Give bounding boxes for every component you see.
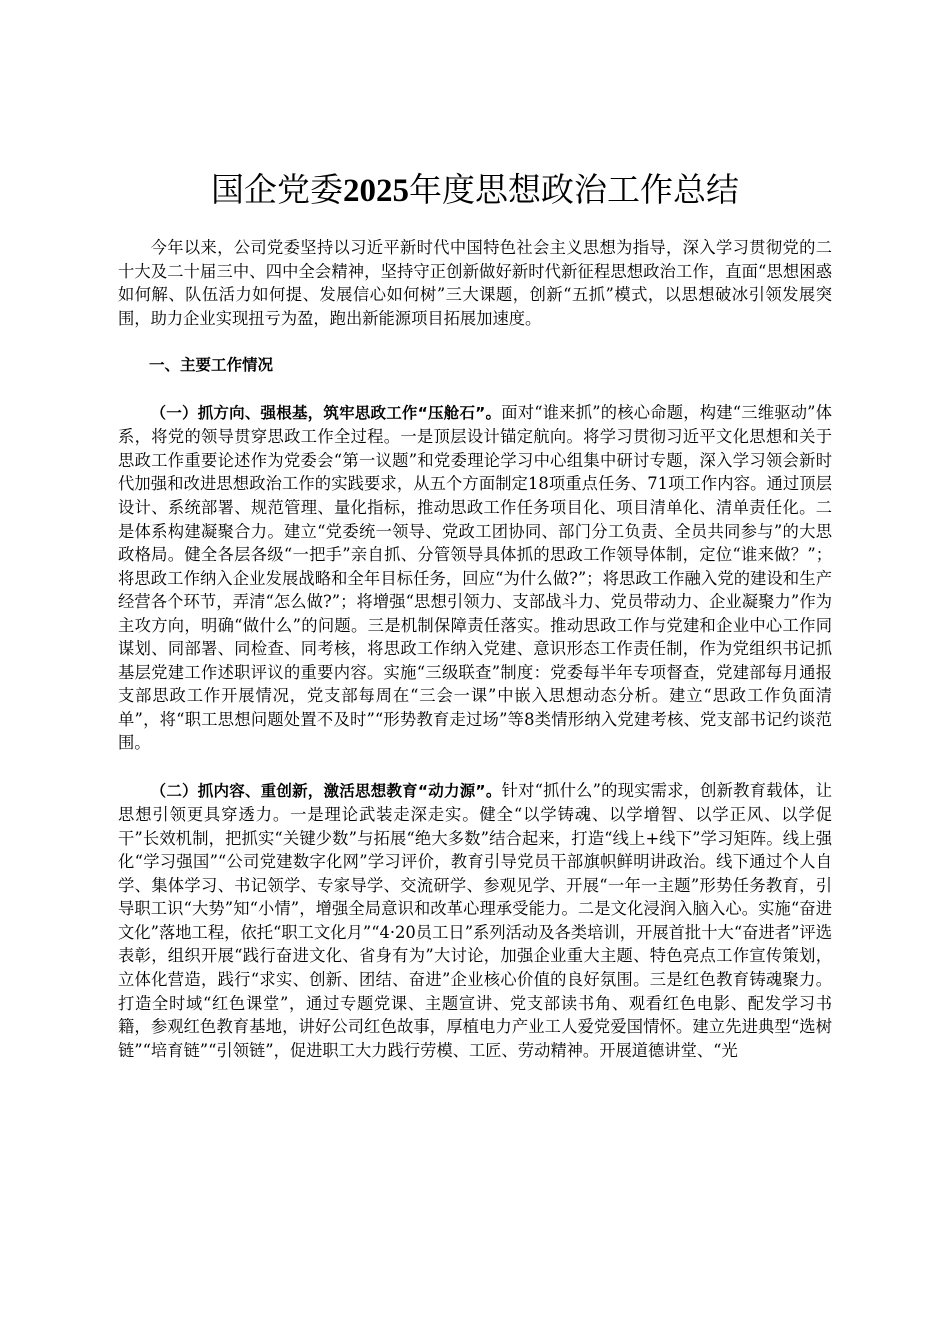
section-1-paragraph [118,401,832,755]
section-2-paragraph [118,779,832,1063]
intro-paragraph: 今年以来，公司党委坚持以习近平新时代中国特色社会主义思想为指导，深入学习贯彻党的二十大及二十届三中、四中全会精神，坚持守正创新做好新时代新征程思想政治工作，直面“思想困惑如何解、队伍活力如何提、发展信心如何树”三大课题，创新“五抓”模式，以思想破冰引领发展突围，助力企业实现扭亏为盈，跑出新能源项目拓展加速度。 [118,238,832,328]
title-prefix: 国企党委 [211,170,343,209]
title-year: 2025 [343,173,409,209]
section-2-body: 针对“抓什么”的现实需求，创新教育载体，让思想引领更具穿透力。一是理论武装走深走实。健全“以学铸魂、以学增智、以学正风、以学促干”长效机制，把抓实“关键少数”与拓展“绝大多数”结合起来，打造“线上+线下”学习矩阵。线上强化“学习强国”“公司党建数字化网”学习评价，教育引导党员干部旗帜鲜明讲政治。线下通过个人自学、集体学习、书记领学、专家导学、交流研学、参观见学、开展“一年一主题”形势任务教育，引导职工识“大势”知“小情”，增强全局意识和改革心理承受能力。二是文化浸润入脑入心。实施“奋进文化”落地工程，依托“职工文化月”“4·20员工日”系列活动及各类培训，开展首批十大“奋进者”评选表彰，组织开展“践行奋进文化、省身有为”大讨论，加强企业重大主题、特色亮点工作宣传策划，立体化营造，践行“求实、创新、团结、奋进”企业核心价值的良好氛围。三是红色教育铸魂聚力。打造全时域“红色课堂”，通过专题党课、主题宣讲、党支部读书角、观看红色电影、配发学习书籍，参观红色教育基地，讲好公司红色故事，厚植电力产业工人爱党爱国情怀。建立先进典型“选树链”“培育链”“引领链”，促进职工大力践行劳模、工匠、劳动精神。开展道德讲堂、“光 [118,780,832,1060]
document-body [118,236,832,1062]
section-2-lead: （二）抓内容、重创新，激活思想教育“动力源”。 [150,781,502,800]
title-suffix: 年度思想政治工作总结 [409,170,739,209]
document-title [0,166,950,215]
section-heading: 一、主要工作情况 [149,355,274,374]
section-1-body: 面对“谁来抓”的核心命题，构建“三维驱动”体系，将党的领导贯穿思政工作全过程。一是顶层设计锚定航向。将学习贯彻习近平文化思想和关于思政工作重要论述作为党委会“第一议题”和党委理论学习中心组集中研讨专题，深入学习领会新时代加强和改进思想政治工作的实践要求，从五个方面制定18项重点任务、71项工作内容。通过顶层设计、系统部署、规范管理、量化指标，推动思政工作任务项目化、项目清单化、清单责任化。二是体系构建凝聚合力。建立“党委统一领导、党政工团协同、部门分工负责、全员共同参与”的大思政格局。健全各层各级“一把手”亲自抓、分管领导具体抓的思政工作领导体制，定位“谁来做？”；将思政工作纳入企业发展战略和全年目标任务，回应“为什么做?”；将思政工作融入党的建设和生产经营各个环节，弄清“怎么做?”；将增强“思想引领力、支部战斗力、党员带动力、企业凝聚力”作为主攻方向，明确“做什么”的问题。三是机制保障责任落实。推动思政工作与党建和企业中心工作同谋划、同部署、同检查、同考核，将思政工作纳入党建、意识形态工作责任制，作为党组织书记抓基层党建工作述职评议的重要内容。实施“三级联查”制度：党委每半年专项督查，党建部每月通报支部思政工作开展情况，党支部每周在“三会一课”中嵌入思想动态分析。建立“思政工作负面清单”，将“职工思想问题处置不及时”“形势教育走过场”等8类情形纳入党建考核、党支部书记约谈范围。 [118,402,832,753]
section-1-lead: （一）抓方向、强根基，筑牢思政工作“压舱石”。 [150,403,502,422]
